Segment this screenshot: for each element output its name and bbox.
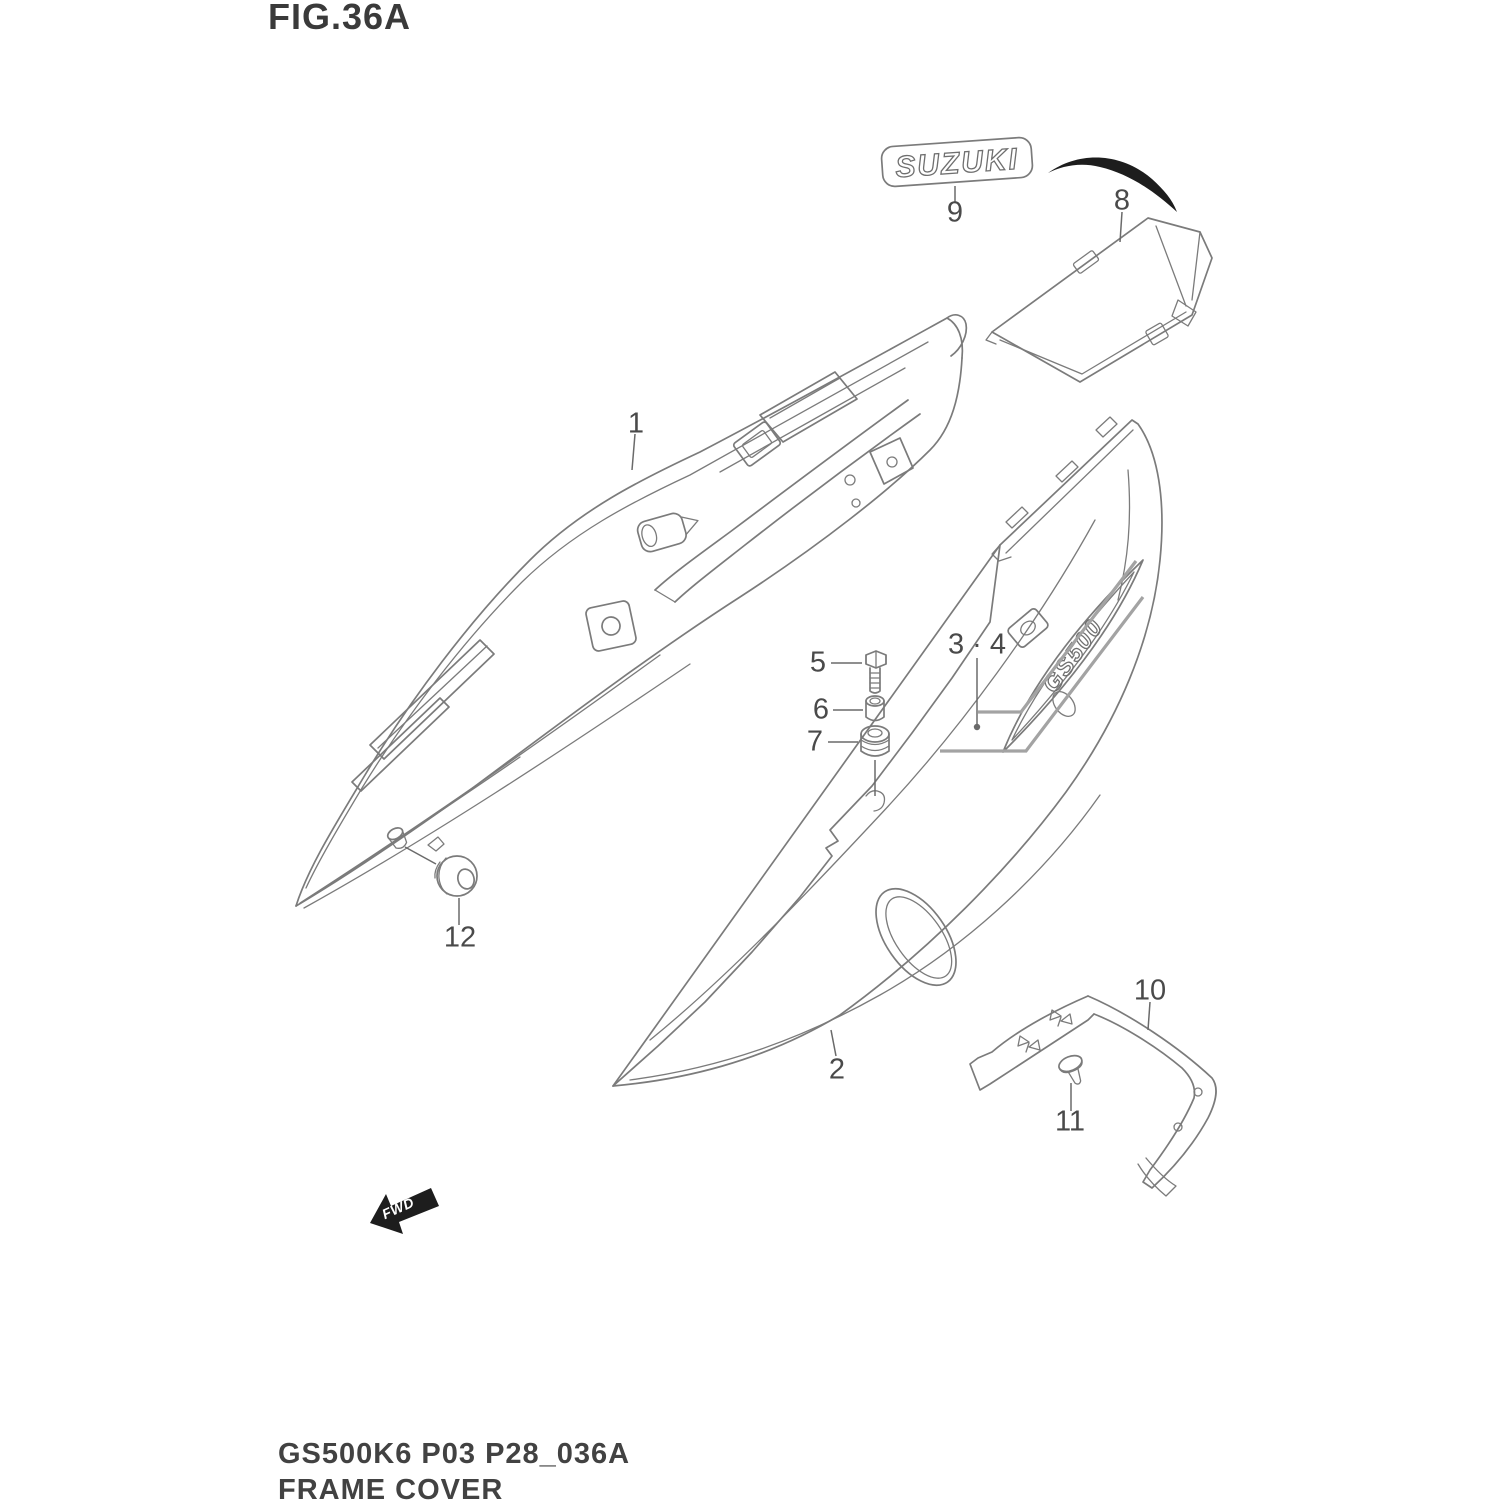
part-12-grommet bbox=[435, 856, 477, 896]
side-emblem-gs500: GS500 bbox=[1037, 613, 1110, 699]
callout-9: 9 bbox=[946, 196, 964, 229]
callout-8: 8 bbox=[1113, 184, 1131, 217]
part-7-cushion bbox=[861, 726, 889, 756]
callout-1: 1 bbox=[627, 407, 645, 440]
suzuki-emblem bbox=[881, 137, 1033, 187]
part-5-bolt bbox=[866, 651, 886, 693]
callout-11: 11 bbox=[1054, 1105, 1086, 1138]
suzuki-emblem-text: SUZUKI bbox=[894, 142, 1020, 185]
part-8-rear-panel bbox=[986, 218, 1212, 382]
callout-2: 2 bbox=[828, 1053, 846, 1086]
footer-model-code: GS500K6 P03 P28_036A bbox=[278, 1438, 631, 1470]
part-1-frame-cover-left bbox=[296, 315, 966, 908]
callout-5: 5 bbox=[809, 646, 827, 679]
part-10-rear-trim bbox=[970, 996, 1216, 1196]
callout-3-4: 3 · 4 bbox=[947, 628, 1007, 661]
figure-title: FIG.36A bbox=[268, 0, 412, 37]
fwd-arrow bbox=[370, 1188, 439, 1234]
part-11-rivet bbox=[1057, 1053, 1090, 1089]
callout-12: 12 bbox=[443, 921, 477, 954]
fwd-arrow-label: FWD bbox=[379, 1193, 417, 1223]
callout-10: 10 bbox=[1133, 974, 1167, 1007]
footer-figure-name: FRAME COVER bbox=[278, 1474, 504, 1500]
part-6-spacer bbox=[866, 696, 884, 721]
callout-6: 6 bbox=[812, 693, 830, 726]
callout-leader-lines bbox=[405, 186, 1150, 1111]
swoosh-graphic bbox=[1048, 157, 1177, 212]
callout-7: 7 bbox=[806, 725, 824, 758]
